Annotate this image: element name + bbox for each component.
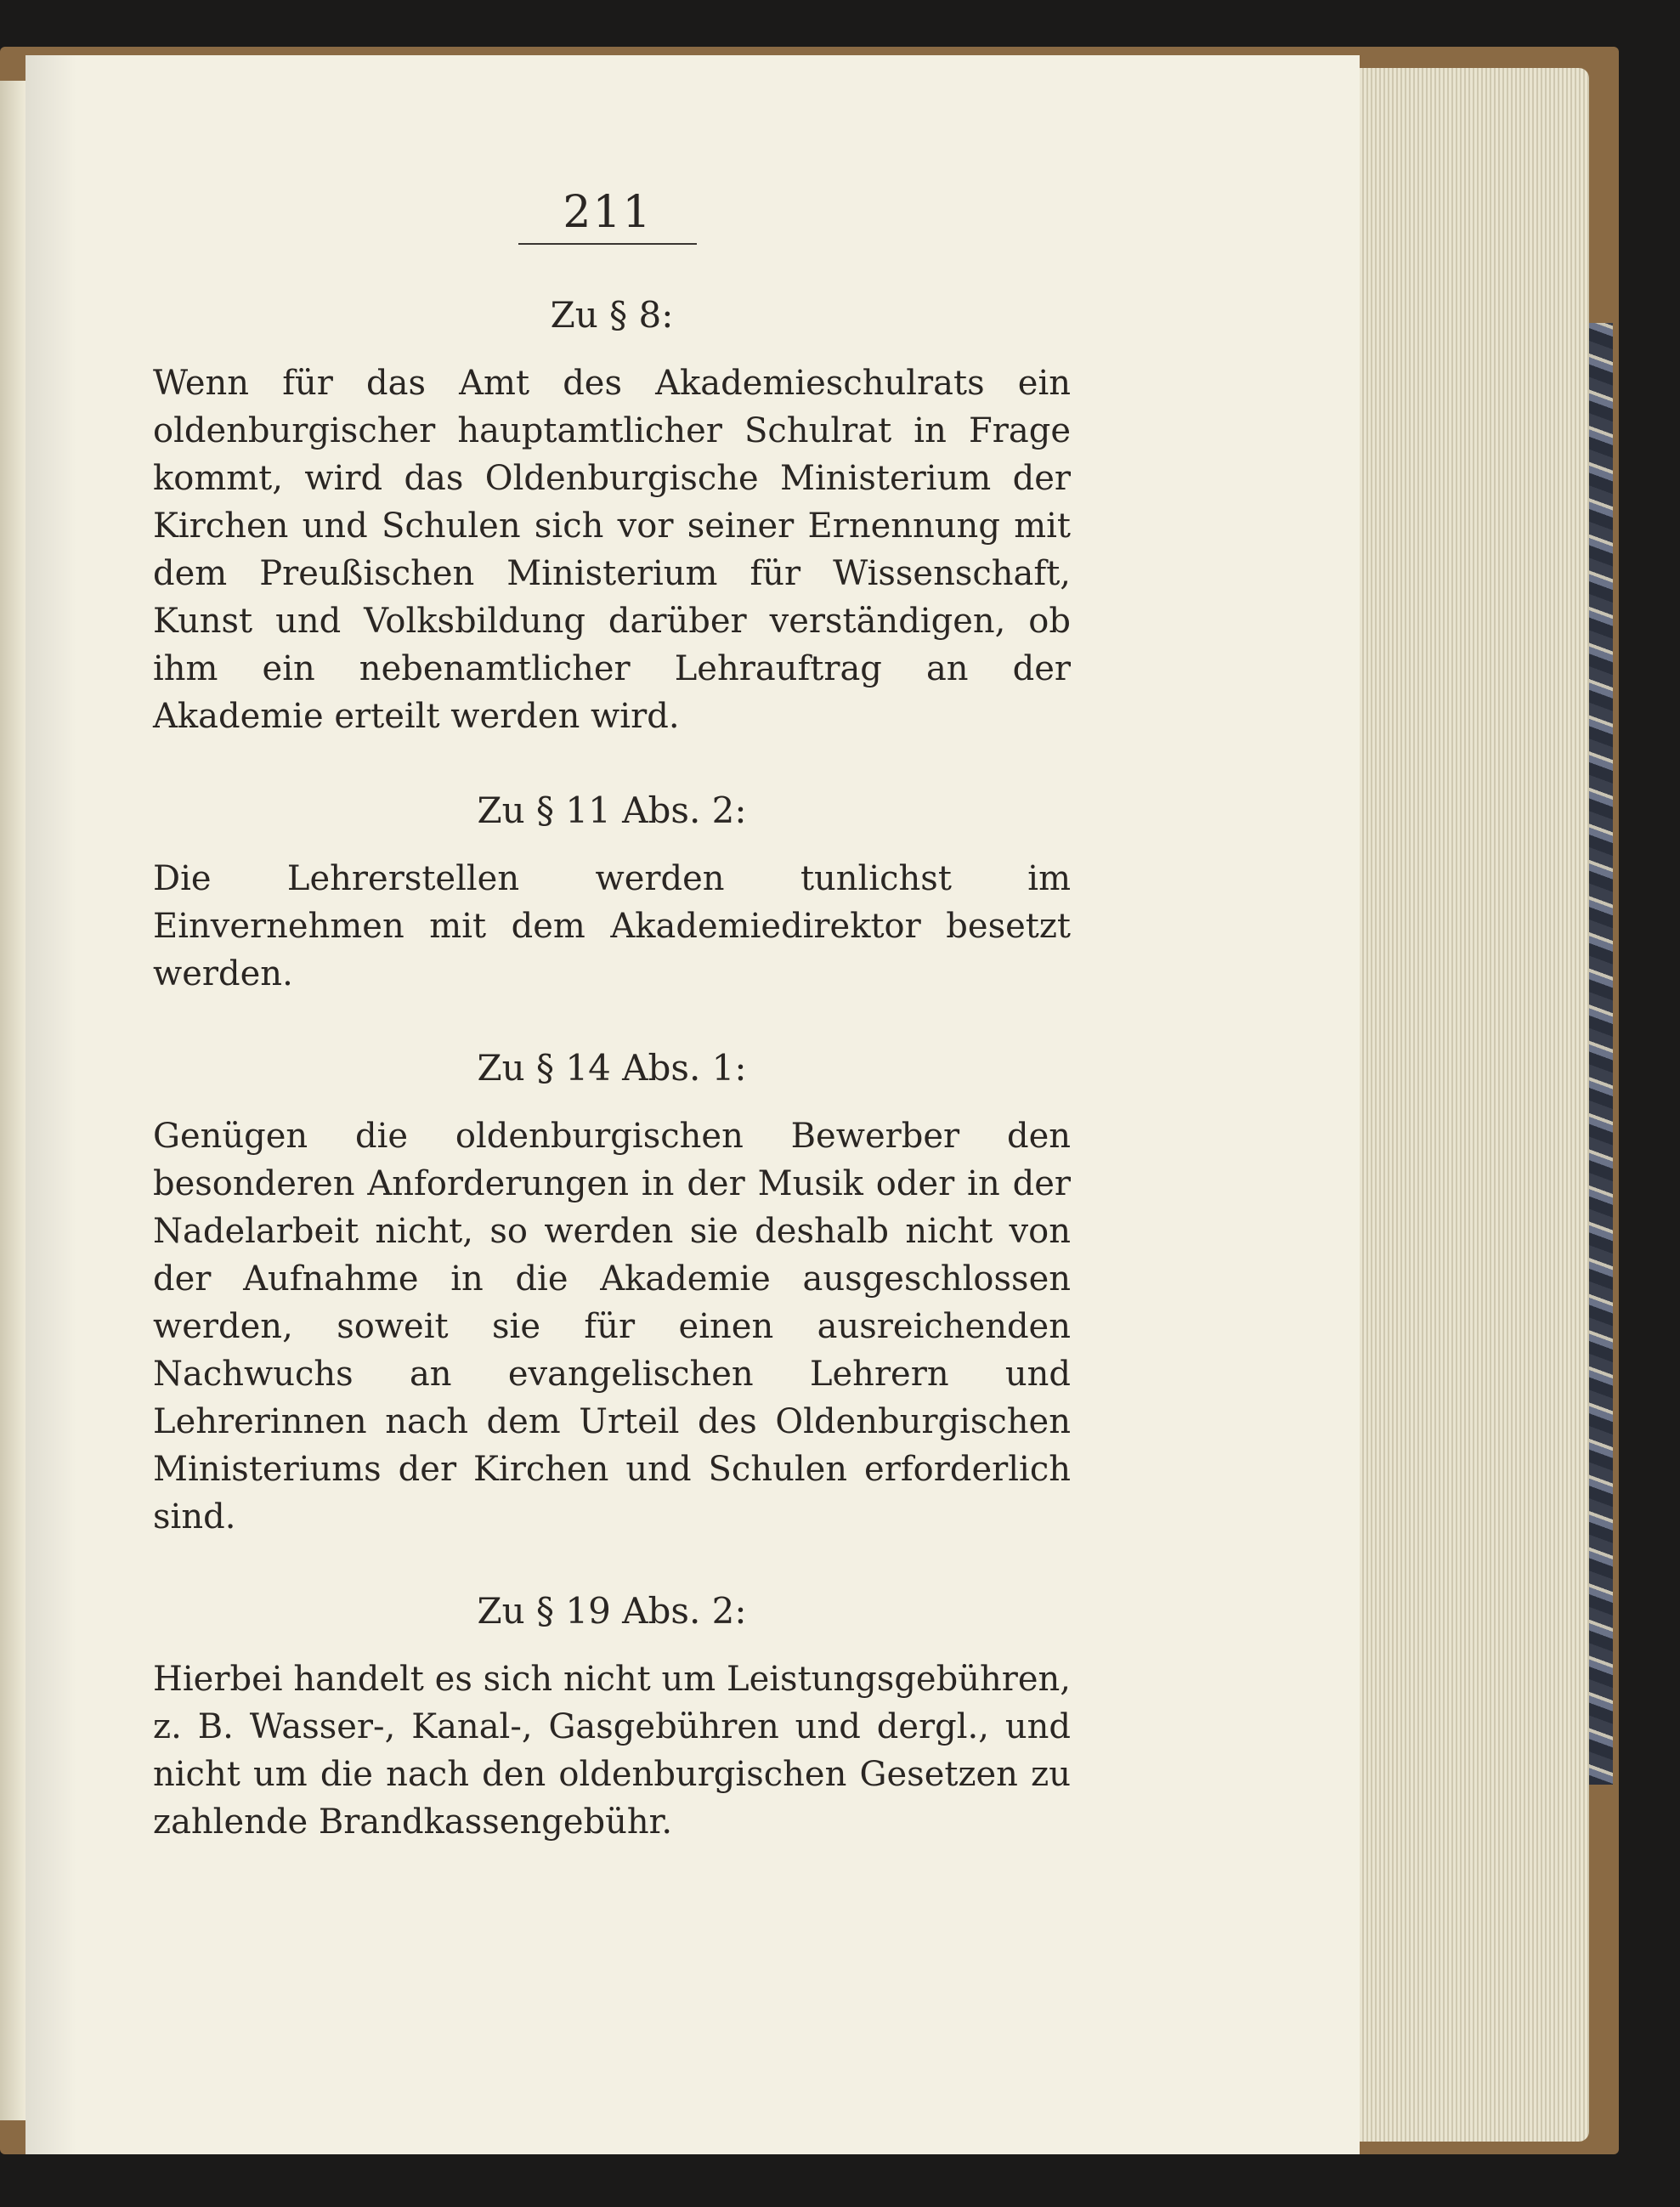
- section-paragraph: Die Lehrerstellen werden tunlichst im Einvernehmen mit dem Akademiedirektor besetzt werden.: [153, 859, 1071, 993]
- facing-page-edge: [0, 81, 25, 2120]
- section-paragraph: Wenn für das Amt des Akademieschulrats ein oldenburgischer hauptamtlicher Schulrat in Frage kommt, wird das Oldenburgische Ministerium der Kirchen und Schulen sich vor seiner Ernennung mit dem Preußischen Ministerium für Wissenschaft, Kunst und Volksbildung darüber verständigen, ob ihm ein nebenamtlicher Lehrauftrag an der Akademie erteilt werden wird.: [153, 364, 1071, 736]
- page-number: 211: [518, 187, 697, 245]
- section-heading: Zu § 8:: [550, 294, 674, 336]
- page-block-edges: [1351, 68, 1589, 2142]
- section-paragraph: Genügen die oldenburgischen Bewerber den besonderen Anforderungen in der Musik oder in der Nadelarbeit nicht, so werden sie deshalb nicht von der Aufnahme in die Akademie ausgeschlossen werden, soweit sie für einen ausreichenden Nachwuchs an evangelischen Lehrern und Lehrerinnen nach dem Urteil des Oldenburgischen Ministeriums der Kirchen und Schulen erforderlich sind.: [153, 1117, 1071, 1536]
- section-heading: Zu § 14 Abs. 1:: [477, 1047, 747, 1089]
- section-paragraph: Hierbei handelt es sich nicht um Leistungsgebühren, z. B. Wasser-, Kanal-, Gasgebühren und dergl., und nicht um die nach den oldenburgischen Gesetzen zu zahlende Brandkassengebühr.: [153, 1660, 1071, 1842]
- page-content: [153, 187, 1071, 1846]
- section-heading: Zu § 19 Abs. 2:: [477, 1590, 747, 1632]
- section-heading: Zu § 11 Abs. 2:: [477, 789, 747, 831]
